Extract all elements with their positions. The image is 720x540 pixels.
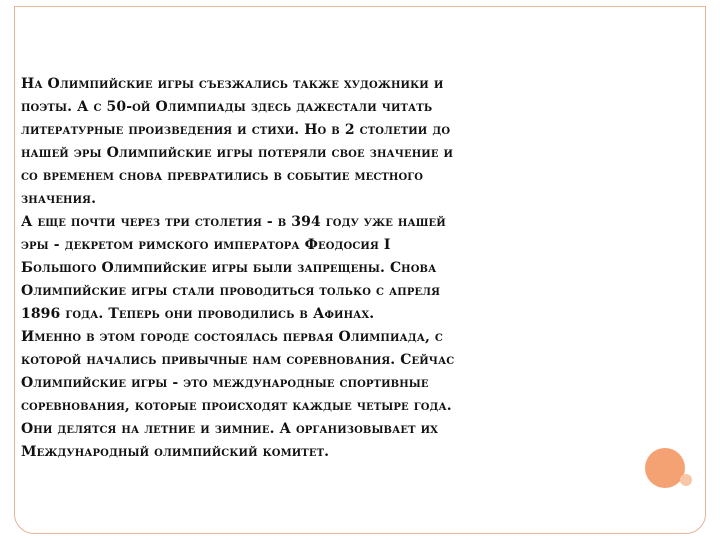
text-line: Они делятся на летние и зимние. А организовывает их <box>21 421 439 437</box>
text-line: Олимпийские игры стали проводиться только с апреля <box>21 283 441 299</box>
decorative-circle-small <box>680 474 692 486</box>
text-line: Именно в этом городе состоялась первая Олимпиада, с <box>21 329 443 345</box>
text-line: поэты. А с 50-ой Олимпиады здесь дажестали читать <box>21 99 433 115</box>
text-line: эры - декретом римского императора Феодосия I <box>21 237 391 253</box>
decorative-circle-large <box>645 448 685 488</box>
text-line: которой начались привычные нам соревнования. Сейчас <box>21 352 455 368</box>
text-line: На Олимпийские игры съезжались также художники и <box>21 76 444 92</box>
paragraph-ban-and-revival <box>21 211 641 326</box>
paragraph-artists-poets <box>21 73 641 211</box>
text-line: значения. <box>21 191 97 207</box>
paragraph-modern-games <box>21 326 641 464</box>
text-line: 1896 года. Теперь они проводились в Афинах. <box>21 306 375 322</box>
text-line: нашей эры Олимпийские игры потеряли свое значение и <box>21 145 454 161</box>
text-line: соревнования, которые происходят каждые четыре года. <box>21 398 452 414</box>
text-line: Международный олимпийский комитет. <box>21 444 330 460</box>
text-line: со временем снова превратились в событие местного <box>21 168 424 184</box>
text-line: Олимпийские игры - это международные спортивные <box>21 375 429 391</box>
text-line: литературные произведения и стихи. Но в 2 столетии до <box>21 122 451 138</box>
text-line: Большого Олимпийские игры были запрещены. Снова <box>21 260 437 276</box>
text-line: А еще почти через три столетия - в 394 году уже нашей <box>21 214 446 230</box>
slide-text-block <box>21 73 641 464</box>
